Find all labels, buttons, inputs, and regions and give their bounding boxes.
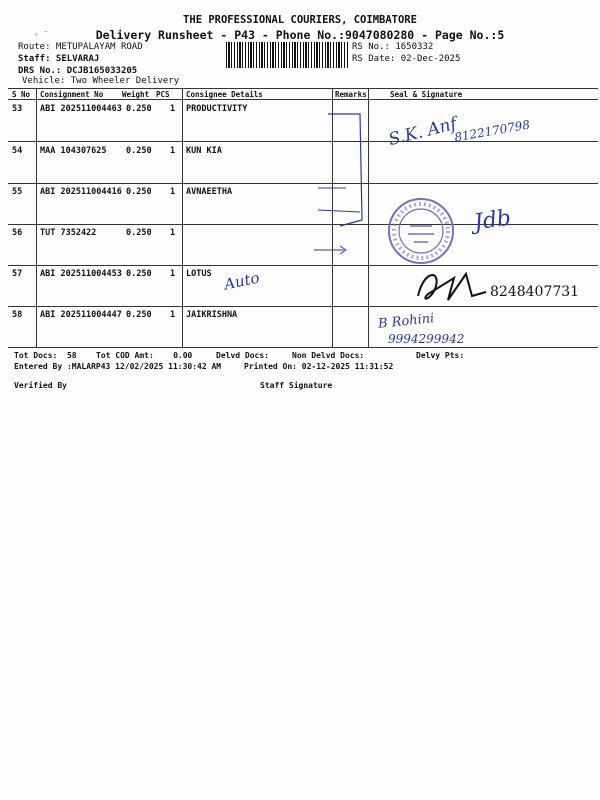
row-pcs: 1	[170, 310, 176, 320]
handwritten-signature-scribble	[414, 266, 494, 306]
verified-by-label: Verified By	[14, 381, 67, 390]
col-header-weight: Weight	[122, 90, 150, 99]
printed-on: Printed On: 02-12-2025 11:31:52	[244, 362, 394, 371]
row-sno: 57	[12, 269, 23, 279]
non-delivered-docs: Non Delvd Docs:	[292, 351, 365, 360]
row-consignment: ABI 202511004416	[40, 187, 122, 197]
row-divider	[8, 306, 598, 307]
route-label: Route: METUPALAYAM ROAD	[18, 42, 143, 52]
row-weight: 0.250	[126, 310, 152, 320]
row-consignee: JAIKRISHNA	[186, 310, 238, 320]
delivered-docs: Delvd Docs:	[216, 351, 269, 360]
row-sno: 53	[12, 104, 23, 114]
row-sno: 56	[12, 228, 23, 238]
row-pcs: 1	[170, 146, 176, 156]
col-header-seal: Seal & Signature	[390, 90, 463, 99]
row-sno: 58	[12, 310, 23, 320]
row-pcs: 1	[170, 187, 176, 197]
handwritten-note: Auto	[222, 268, 262, 294]
row-weight: 0.250	[126, 104, 152, 114]
row-consignment: ABI 202511004453	[40, 269, 122, 279]
row-consignee: KUN KIA	[186, 146, 222, 156]
row-consignment: MAA 104307625	[40, 146, 107, 156]
row-consignee: AVNAEETHA	[186, 187, 233, 197]
handwritten-phone: 9994299942	[388, 332, 465, 346]
row-consignment: TUT 7352422	[40, 228, 97, 238]
drs-number: DRS No.: DCJB165033205	[18, 66, 138, 76]
barcode-image	[226, 42, 348, 68]
row-pcs: 1	[170, 269, 176, 279]
scan-marks: ‹ ˜	[34, 30, 49, 39]
handwritten-bracket-marks	[300, 100, 380, 280]
handwritten-signature: S.K. Anf	[386, 113, 459, 151]
row-weight: 0.250	[126, 269, 152, 279]
row-pcs: 1	[170, 228, 176, 238]
col-divider	[36, 88, 37, 347]
rs-date: RS Date: 02-Dec-2025	[352, 54, 461, 64]
handwritten-signature: B Rohini	[377, 311, 436, 332]
row-pcs: 1	[170, 104, 176, 114]
col-header-consignment: Consignment No	[40, 90, 104, 99]
row-weight: 0.250	[126, 146, 152, 156]
company-title: THE PROFESSIONAL COURIERS, COIMBATORE	[183, 14, 417, 26]
col-header-pcs: PCS	[156, 90, 170, 99]
table-top-rule	[8, 88, 598, 89]
row-consignment: ABI 202511004463	[40, 104, 122, 114]
rs-number: RS No.: 1650332	[352, 42, 434, 52]
handwritten-phone: 8122170798	[453, 117, 531, 145]
table-bottom-rule	[8, 347, 598, 348]
row-weight: 0.250	[126, 187, 152, 197]
staff-label: Staff: SELVARAJ	[18, 54, 100, 64]
row-consignee: PRODUCTIVITY	[186, 104, 248, 114]
row-weight: 0.250	[126, 228, 152, 238]
staff-signature-label: Staff Signature	[260, 381, 333, 390]
total-cod-amount: Tot COD Amt: 0.00	[96, 351, 193, 360]
col-header-sno: S No	[12, 90, 31, 99]
handwritten-signature: Jdb	[472, 205, 513, 236]
handwritten-phone: 8248407731	[490, 284, 580, 300]
entered-by: Entered By :MALARP43 12/02/2025 11:30:42 AM	[14, 362, 222, 371]
total-docs: Tot Docs: 58	[14, 351, 77, 360]
vehicle-label: Vehicle: Two Wheeler Delivery	[22, 76, 180, 86]
runsheet-subtitle: Delivery Runsheet - P43 - Phone No.:9047080280 - Page No.:5	[95, 28, 505, 42]
row-sno: 55	[12, 187, 23, 197]
row-consignment: ABI 202511004447	[40, 310, 122, 320]
seal-stamp	[386, 196, 456, 266]
col-divider	[182, 88, 183, 347]
delivery-points: Delvy Pts:	[416, 351, 465, 360]
col-header-remarks: Remarks	[335, 90, 367, 99]
row-consignee: LOTUS	[186, 269, 212, 279]
row-sno: 54	[12, 146, 23, 156]
col-header-consignee: Consignee Details	[186, 90, 263, 99]
